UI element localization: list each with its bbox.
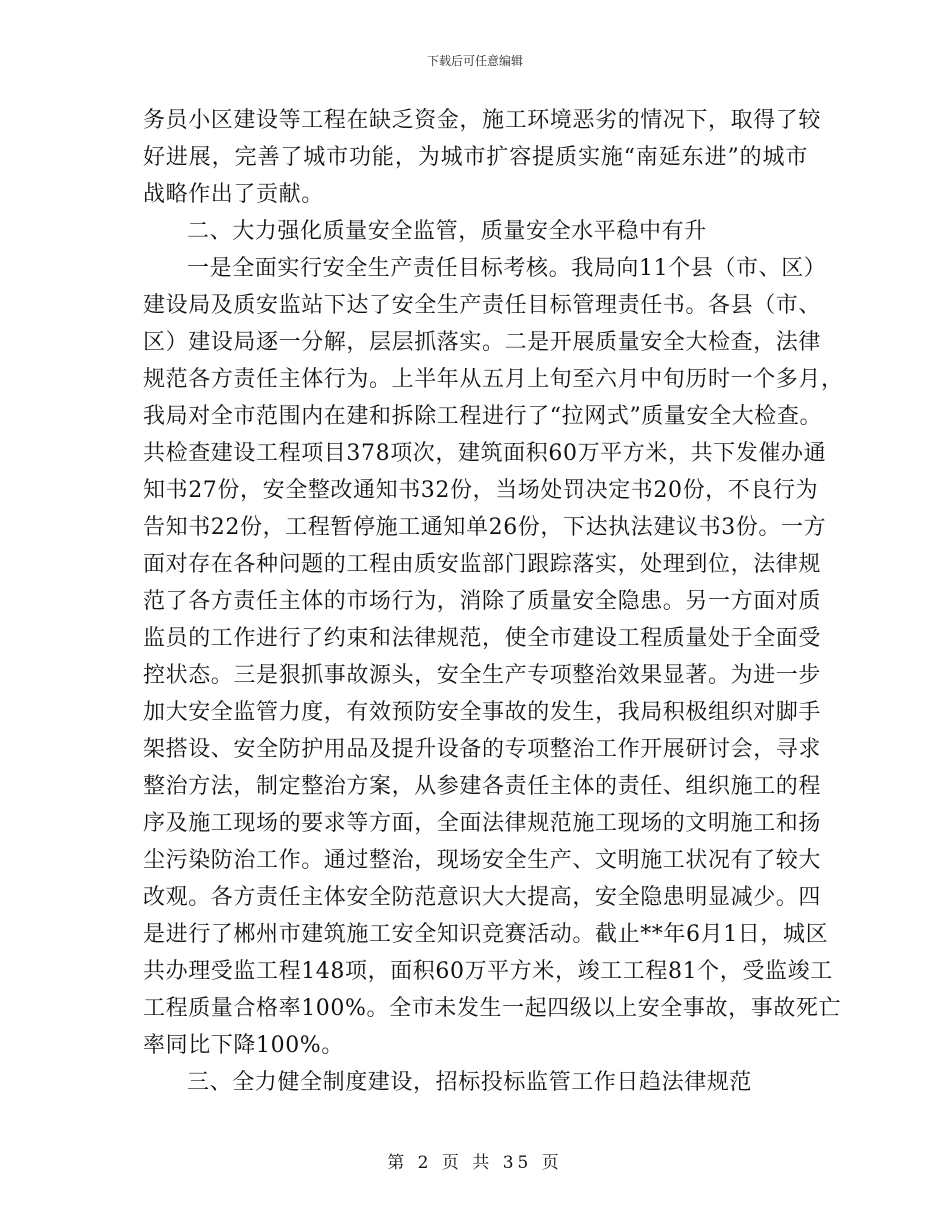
paragraph-line: 告知书22份，工程暂停施工通知单26份，下达执法建议书3份。一方 — [143, 515, 827, 540]
paragraph-line: 规范各方责任主体行为。上半年从五月上旬至六月中旬历时一个多月， — [143, 367, 844, 392]
paragraph-line: 好进展，完善了城市功能，为城市扩容提质实施“南延东进”的城市 — [143, 145, 808, 170]
paragraph-line: 工程质量合格率100%。全市未发生一起四级以上安全事故，事故死亡 — [143, 996, 842, 1021]
section-heading: 三、全力健全制度建设，招标投标监管工作日趋法律规范 — [187, 1070, 753, 1095]
paragraph-line: 序及施工现场的要求等方面，全面法律规范施工现场的文明施工和扬 — [143, 811, 822, 836]
paragraph-line: 共办理受监工程148项，面积60万平方米，竣工工程81个，受监竣工 — [143, 959, 833, 984]
paragraph-line: 加大安全监管力度，有效预防安全事故的发生，我局积极组织对脚手 — [143, 700, 822, 725]
paragraph-line: 务员小区建设等工程在缺乏资金，施工环境恶劣的情况下，取得了较 — [143, 108, 822, 133]
paragraph-line: 架搭设、安全防护用品及提升设备的专项整治工作开展研讨会，寻求 — [143, 737, 822, 762]
paragraph-line: 建设局及质安监站下达了安全生产责任目标管理责任书。各县（市、 — [143, 293, 822, 318]
paragraph-line: 面对存在各种问题的工程由质安监部门跟踪落实，处理到位，法律规 — [143, 552, 822, 577]
paragraph-line: 控状态。三是狠抓事故源头，安全生产专项整治效果显著。为进一步 — [143, 663, 822, 688]
paragraph-line: 共检查建设工程项目378项次，建筑面积60万平方米，共下发催办通 — [143, 441, 827, 466]
paragraph-line: 我局对全市范围内在建和拆除工程进行了“拉网式”质量安全大检查。 — [143, 404, 823, 429]
paragraph-line: 改观。各方责任主体安全防范意识大大提高，安全隐患明显减少。四 — [143, 885, 822, 910]
paragraph-line: 战略作出了贡献。 — [143, 182, 324, 207]
section-heading: 二、大力强化质量安全监管，质量安全水平稳中有升 — [187, 219, 707, 244]
paragraph-line: 知书27份，安全整改通知书32份，当场处罚决定书20份，不良行为 — [143, 478, 819, 503]
paragraph-line: 监员的工作进行了约束和法律规范，使全市建设工程质量处于全面受 — [143, 626, 822, 651]
paragraph-line: 尘污染防治工作。通过整治，现场安全生产、文明施工状况有了较大 — [143, 848, 822, 873]
paragraph-line: 一是全面实行安全生产责任目标考核。我局向11个县（市、区） — [187, 256, 827, 281]
paragraph-line: 整治方法，制定整治方案，从参建各责任主体的责任、组织施工的程 — [143, 774, 822, 799]
page-header-note: 下载后可任意编辑 — [426, 54, 523, 68]
document-body — [143, 102, 844, 1101]
page-number: 第 2 页 共 35 页 — [387, 1153, 563, 1173]
paragraph-line: 范了各方责任主体的市场行为，消除了质量安全隐患。另一方面对质 — [143, 589, 822, 614]
paragraph-line: 率同比下降100%。 — [143, 1033, 344, 1058]
paragraph-line: 区）建设局逐一分解，层层抓落实。二是开展质量安全大检查，法律 — [143, 330, 822, 355]
paragraph-line: 是进行了郴州市建筑施工安全知识竞赛活动。截止**年6月1日，城区 — [143, 922, 829, 947]
